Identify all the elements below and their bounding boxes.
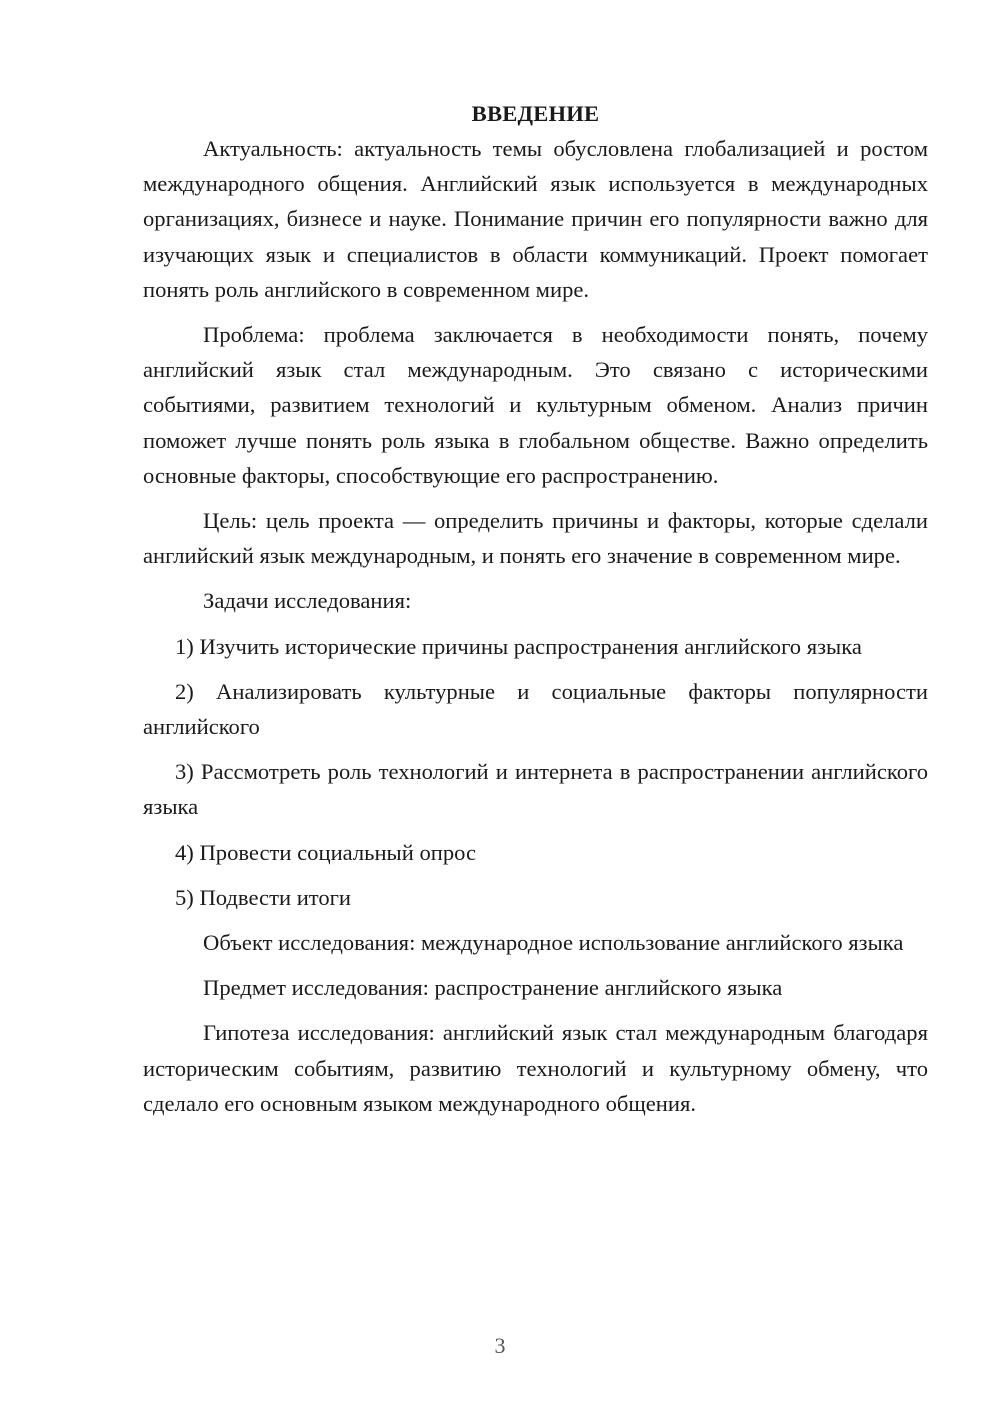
subject-paragraph: Предмет исследования: распространение английского языка [203, 975, 783, 1001]
task-item: 1) Изучить исторические причины распространения английского языка [175, 633, 862, 659]
object-paragraph: Объект исследования: международное использование английского языка [203, 930, 904, 956]
problem-paragraph: Проблема: проблема заключается в необходимости понять, почему английский язык стал международным. Это связано с историческими событиями, развитием технологий и культурным обменом. Анализ причин поможет лучше понять роль языка в глобальном обществе. Важно определить основные факторы, способствующие его распространению. [143, 322, 928, 488]
document-body [143, 96, 928, 1131]
task-item: 3) Рассмотреть роль технологий и интернета в распространении английского языка [143, 759, 928, 820]
tasks-heading: Задачи исследования: [203, 588, 412, 614]
hypothesis-paragraph: Гипотеза исследования: английский язык стал международным благодаря историческим событиям, развитию технологий и культурному обмену, что сделало его основным языком международного общения. [143, 1020, 928, 1116]
task-item: 4) Провести социальный опрос [175, 839, 477, 865]
page-number: 3 [494, 1333, 506, 1358]
goal-paragraph: Цель: цель проекта — определить причины и факторы, которые сделали английский язык международным, и понять его значение в современном мире. [143, 508, 928, 569]
relevance-paragraph: Актуальность: актуальность темы обусловлена глобализацией и ростом международного общения. Английский язык используется в международных организациях, бизнесе и науке. Понимание причин его популярности важно для изучающих язык и специалистов в области коммуникаций. Проект помогает понять роль английского в современном мире. [143, 136, 928, 302]
task-item: 5) Подвести итоги [175, 884, 352, 910]
task-item: 2) Анализировать культурные и социальные факторы популярности английского [143, 678, 928, 740]
section-title: ВВЕДЕНИЕ [471, 101, 600, 126]
